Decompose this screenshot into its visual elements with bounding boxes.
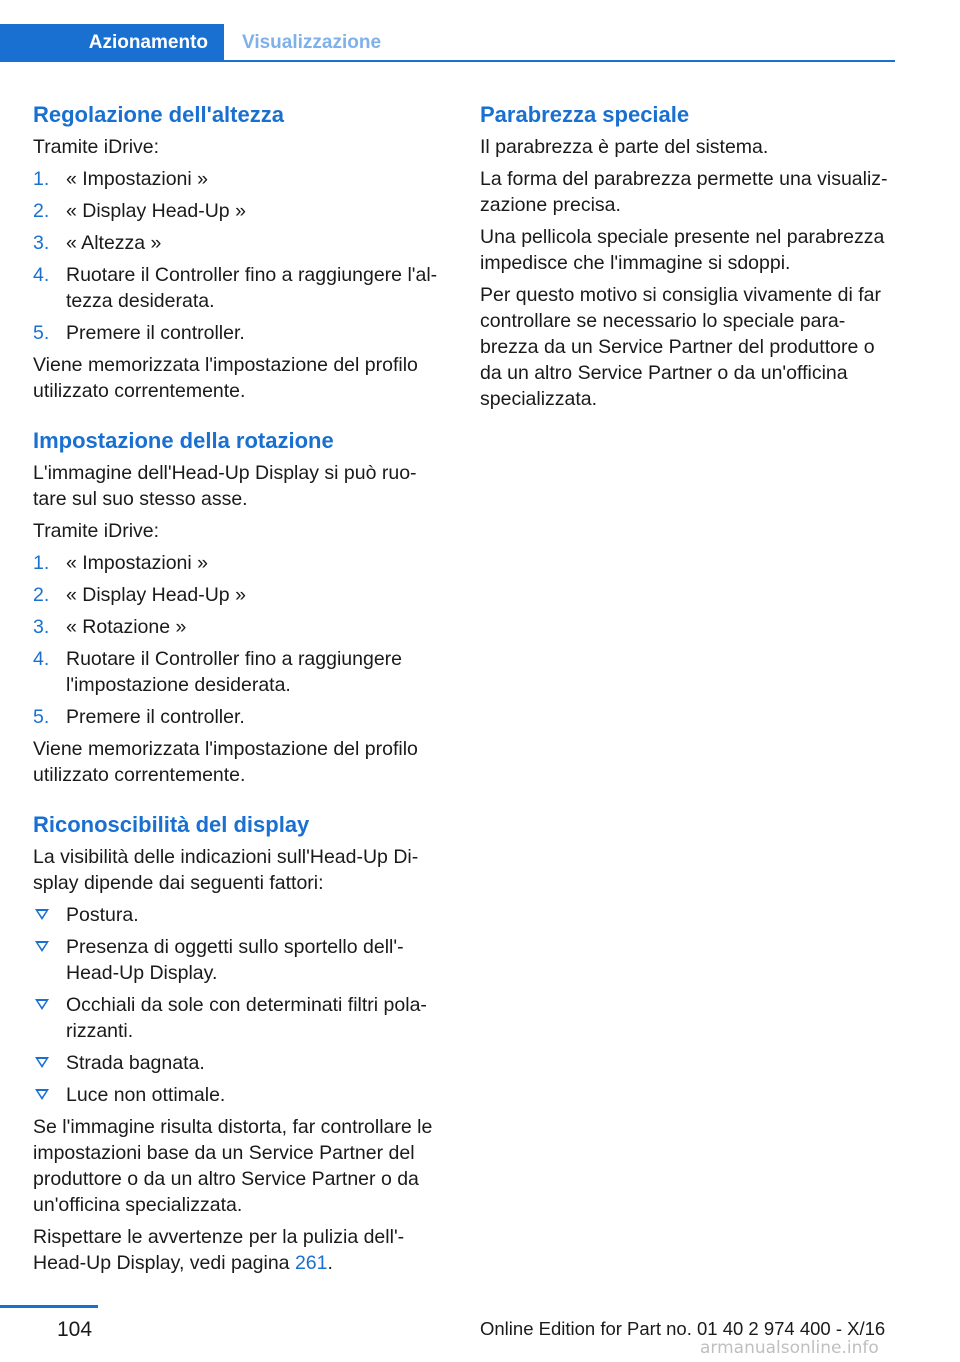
triangle-bullet-icon	[35, 1089, 49, 1100]
body-text: La forma del parabrezza permette una visualiz‐zazione precisa.	[480, 168, 888, 216]
step-text: « Display Head-Up »	[66, 200, 246, 222]
list-item	[33, 550, 443, 576]
list-item	[33, 902, 443, 928]
watermark: armanualsonline.info	[700, 1338, 879, 1358]
body-text: Se l'immagine risulta distorta, far controllare le impostazioni base da un Service Partner del produttore o da un altro Service Partner o da un'officina specializzata.	[33, 1116, 433, 1216]
right-column	[480, 100, 895, 418]
section-title-riconoscibilita: Riconoscibilità del display	[33, 812, 310, 837]
list-item	[33, 992, 443, 1044]
step-number: 4.	[33, 648, 50, 670]
step-number: 3.	[33, 232, 50, 254]
step-text: Ruotare il Controller fino a raggiungere l'al‐tezza desiderata.	[66, 264, 438, 312]
page-number: 104	[57, 1318, 93, 1341]
step-number: 1.	[33, 552, 50, 574]
triangle-bullet-icon	[35, 1057, 49, 1068]
triangle-bullet-icon	[35, 909, 49, 920]
body-text: Il parabrezza è parte del sistema.	[480, 136, 769, 158]
outro-text: Viene memorizzata l'impostazione del profilo utilizzato correntemente.	[33, 354, 418, 402]
section-title-altezza: Regolazione dell'altezza	[33, 102, 284, 127]
list-item	[33, 614, 443, 640]
step-number: 4.	[33, 264, 50, 286]
list-item	[33, 1050, 443, 1076]
step-number: 5.	[33, 706, 50, 728]
step-text: Premere il controller.	[66, 706, 245, 728]
bullet-text: Presenza di oggetti sullo sportello dell'‐Head-Up Display.	[66, 936, 404, 984]
step-number: 1.	[33, 168, 50, 190]
step-text: « Impostazioni »	[66, 168, 208, 190]
bullet-text: Strada bagnata.	[66, 1052, 205, 1074]
body-text: L'immagine dell'Head-Up Display si può ruo‐tare sul suo stesso asse.	[33, 462, 417, 510]
step-text: « Display Head-Up »	[66, 584, 246, 606]
bullet-text: Occhiali da sole con determinati filtri pola‐rizzanti.	[66, 994, 427, 1042]
steps-list-altezza	[33, 166, 443, 346]
step-text: « Impostazioni »	[66, 552, 208, 574]
tab-azionamento[interactable]: Azionamento	[0, 24, 224, 62]
left-column	[33, 100, 443, 1282]
body-text: Una pellicola speciale presente nel parabrezza impedisce che l'immagine si sdoppi.	[480, 226, 885, 274]
tab-visualizzazione[interactable]: Visualizzazione	[242, 32, 382, 53]
header-divider	[224, 60, 895, 62]
list-item	[33, 1082, 443, 1108]
list-item	[33, 582, 443, 608]
body-text-part: Rispettare le avvertenze per la pulizia dell'‐Head-Up Display, vedi pagina	[33, 1226, 405, 1274]
list-item	[33, 198, 443, 224]
step-text: « Altezza »	[66, 232, 162, 254]
bullet-text: Postura.	[66, 904, 139, 926]
list-item	[33, 646, 443, 698]
step-text: « Rotazione »	[66, 616, 187, 638]
triangle-bullet-icon	[35, 999, 49, 1010]
list-item	[33, 704, 443, 730]
list-item	[33, 262, 443, 314]
body-text-part: .	[327, 1252, 333, 1274]
outro-text: Viene memorizzata l'impostazione del profilo utilizzato correntemente.	[33, 738, 418, 786]
intro-text: Tramite iDrive:	[33, 520, 160, 542]
list-item	[33, 230, 443, 256]
step-number: 3.	[33, 616, 50, 638]
page-header	[0, 0, 895, 63]
bullet-text: Luce non ottimale.	[66, 1084, 226, 1106]
body-text: La visibilità delle indicazioni sull'Head-Up Di‐splay dipende dai seguenti fattori:	[33, 846, 419, 894]
body-text	[33, 1224, 443, 1276]
triangle-bullet-icon	[35, 941, 49, 952]
step-text: Ruotare il Controller fino a raggiungere l'impostazione desiderata.	[66, 648, 403, 696]
list-item	[33, 934, 443, 986]
step-number: 5.	[33, 322, 50, 344]
section-title-rotazione: Impostazione della rotazione	[33, 428, 334, 453]
steps-list-rotazione	[33, 550, 443, 730]
step-text: Premere il controller.	[66, 322, 245, 344]
page-link[interactable]: 261	[294, 1252, 328, 1274]
intro-text: Tramite iDrive:	[33, 136, 160, 158]
section-title-parabrezza: Parabrezza speciale	[480, 102, 690, 127]
step-number: 2.	[33, 200, 50, 222]
list-item	[33, 320, 443, 346]
list-item	[33, 166, 443, 192]
factors-list	[33, 902, 443, 1108]
footer-divider	[0, 1305, 98, 1308]
body-text: Per questo motivo si consiglia vivamente di far controllare se necessario lo speciale para‐brezza da un Service Partner del produttore o da un altro Service Partner o da un'officina specializzata.	[480, 284, 882, 410]
step-number: 2.	[33, 584, 50, 606]
edition-text: Online Edition for Part no. 01 40 2 974 400 - X/16	[480, 1318, 886, 1339]
